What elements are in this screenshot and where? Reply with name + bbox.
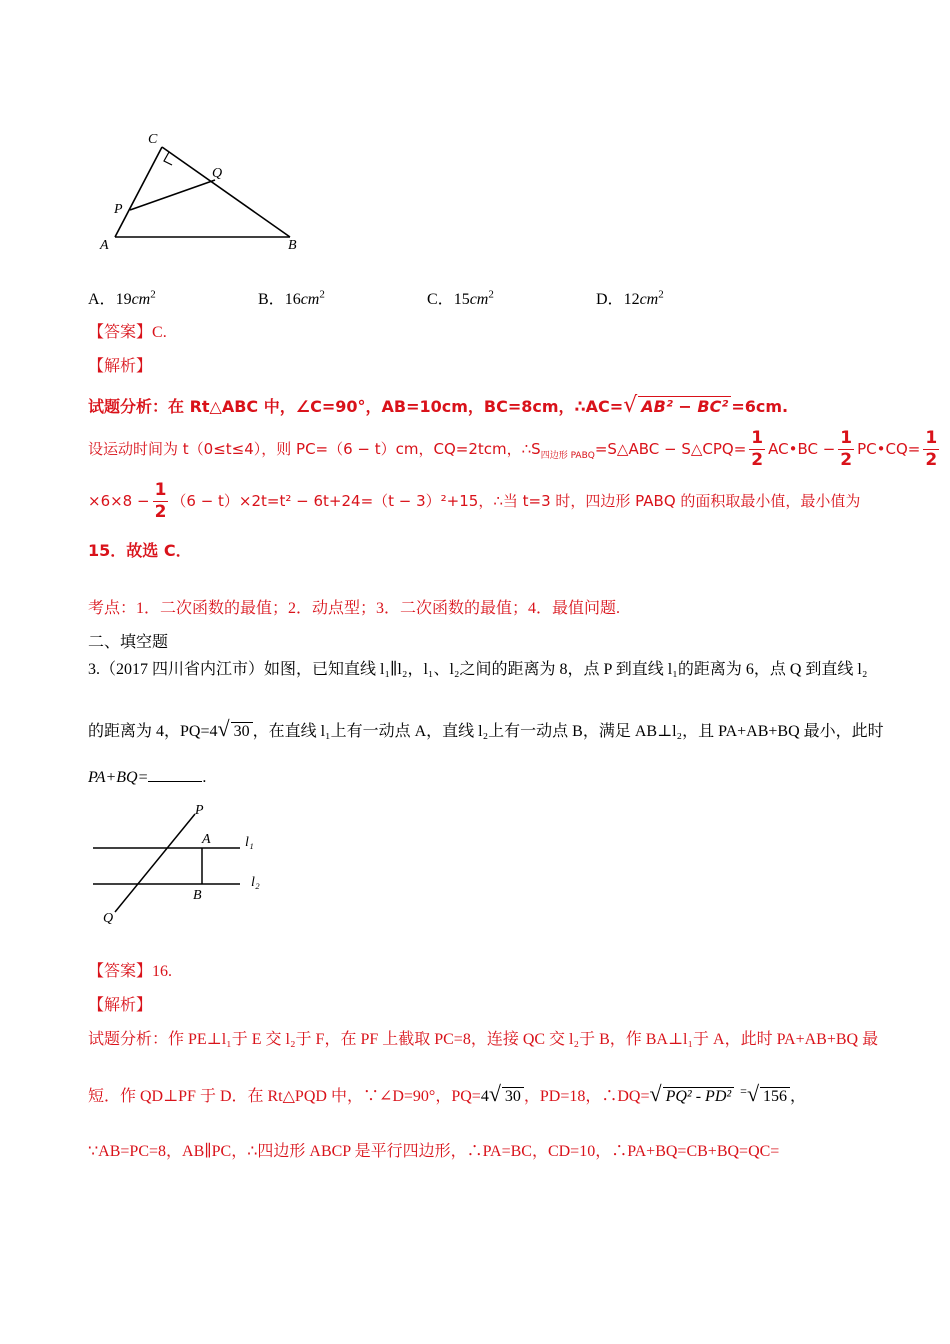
analysis-1-label: 【解析】 [88,358,153,375]
segment-pq [115,814,195,912]
label-b: B [193,888,202,903]
answer-1: 【答案】C. [88,324,167,341]
label-q: Q [103,911,114,926]
analysis-1-line-3: ×6×8 − $\frac{1}{2}$ （6 − t）×2t=t² − 6t+24=（t − 3）²+15，∴当 t=3 时，四边形 PABQ 的面积取最小值，最小值为 [88,480,861,522]
analysis-1-line-1: 试题分析：在 Rt△ABC 中，∠C=90°，AB=10cm，BC=8cm，∴AC=√ AB² − BC² =6cm. [88,393,789,418]
q3-line-3: PA+BQ= . [88,769,207,786]
analysis-2-line-1: 试题分析：作 PE⊥l₁于 E 交 l₂于 F，在 PF 上截取 PC=8，连接 QC 交 l₂于 B，作 BA⊥l₁于 A，此时 PA+AB+BQ 最 [88,1031,879,1048]
label-q: Q [212,166,223,181]
segment-ac [115,147,162,237]
parallel-lines-figure [85,800,275,930]
analysis-2-line-3: ∵AB=PC=8，AB∥PC，∴四边形 ABCP 是平行四边形，∴PA=BC，CD=10，∴PA+BQ=CB+BQ=QC= [88,1143,780,1160]
label-b: B [288,238,297,253]
analysis-2-line-2: 短．作 QD⊥PF 于 D．在 Rt△PQD 中，∵∠D=90°，PQ=4√ 30 ，PD=18，∴DQ=√ PQ² - PD² =√ 156 ， [88,1081,807,1106]
option-c: C．$15cm^2$ [427,288,494,308]
kaodian: 考点：1．二次函数的最值；2．动点型；3．二次函数的最值；4．最值问题. [88,600,621,617]
analysis-1-line-2: 设运动时间为 t（0≤t≤4），则 PC=（6 − t）cm，CQ=2tcm，$\therefore S_{四边形 PABQ}=S\triangle ABC$ − S△CPQ= $\frac{1}{2}$ AC•BC − $\frac{1}{2}$ PC•CQ= $\frac{1}{2}$ [88,428,938,470]
q3-line-1: 3.（2017 四川省内江市）如图，已知直线 l₁∥l₂，l₁、l₂之间的距离为 8，点 P 到直线 l₁的距离为 6，点 Q 到直线 l₂ [88,661,868,678]
answer-2: 【答案】16. [88,963,173,980]
label-p: P [114,202,123,217]
option-b: B．$16cm^2$ [258,288,325,308]
label-l1: l₁ [245,835,254,850]
analysis-2-label: 【解析】 [88,997,153,1014]
answer-blank[interactable] [148,781,202,782]
triangle-figure [90,125,320,255]
label-l2: l₂ [251,875,260,890]
label-p: P [195,803,204,818]
label-a: A [100,238,109,253]
option-d: D．$12cm^2$ [596,288,664,308]
analysis-1-line-4: 15．故选 C． [88,541,192,560]
label-a: A [202,832,211,847]
label-c: C [148,132,158,147]
q3-line-2: 的距离为 4，PQ=4√ 30 ，在直线 l₁上有一动点 A，直线 l₂上有一动点 B，满足 AB⊥l₂，且 PA+AB+BQ 最小，此时 [88,716,884,741]
option-a: A．$19cm^2$ [88,288,156,308]
section-title: 二、填空题 [88,634,169,651]
